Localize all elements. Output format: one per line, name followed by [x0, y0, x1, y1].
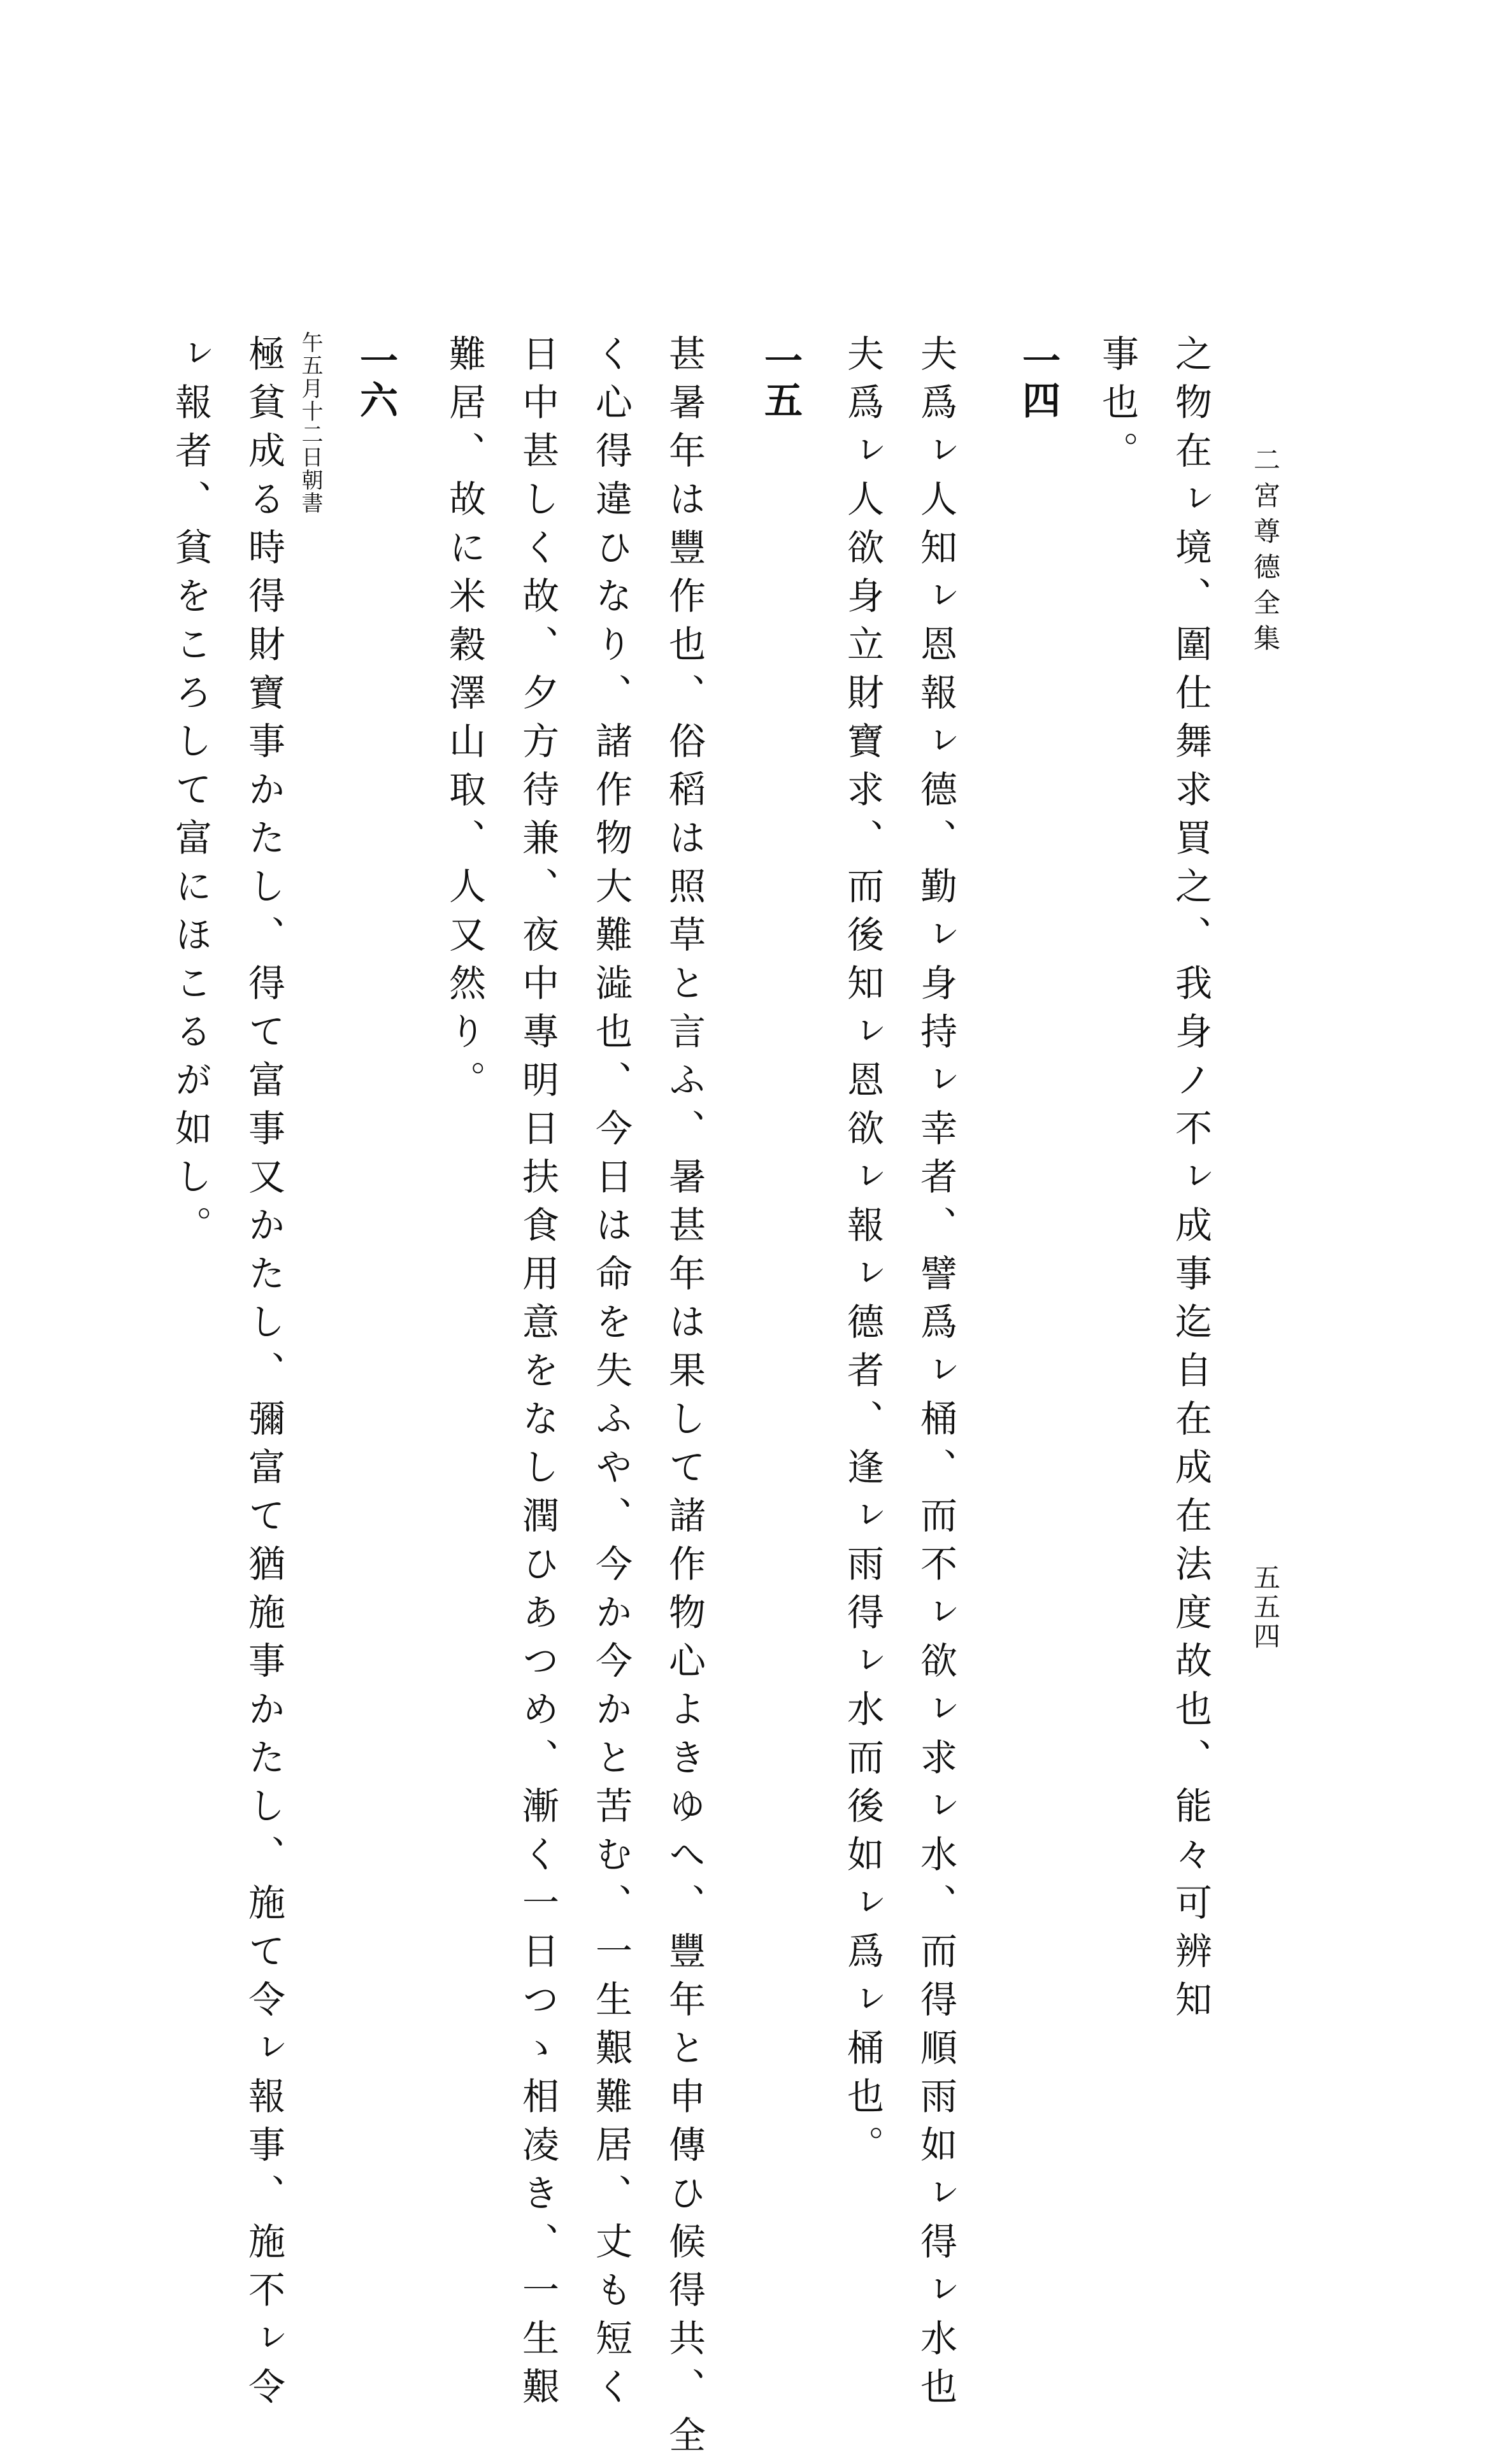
- text-column: 日中甚しく故、夕方待兼、夜中專明日扶食用意をなし潤ひあつめ、漸く一日つゝ相凌き、一生艱: [516, 334, 559, 2416]
- text-column: 甚暑年は豐作也、俗稻は照草と言ふ、暑甚年は果して諸作物心よきゆへ、豐年と申傳ひ候得共、全: [662, 334, 706, 2464]
- text-column: 夫爲ㇾ人知ㇾ恩報ㇾ德、勤ㇾ身持ㇾ幸者、譬爲ㇾ桶、而不ㇾ欲ㇾ求ㇾ水、而得順雨如ㇾ得ㇾ水也: [914, 334, 957, 2416]
- text-column: 之物在ㇾ境、圍仕舞求買之、我身ノ不ㇾ成事迄自在成在法度故也、能々可辨知: [1169, 334, 1212, 2028]
- section-number: 一四: [1016, 341, 1061, 420]
- date-note: 午五月十二日朝書: [297, 331, 323, 515]
- text-column: 夫爲ㇾ人欲身立財寶求、而後知ㇾ恩欲ㇾ報ㇾ德者、逢ㇾ雨得ㇾ水而後如ㇾ爲ㇾ桶也。: [841, 334, 884, 2174]
- page-number: 五五四: [1250, 1563, 1281, 1651]
- text-column: 事也。: [1096, 334, 1139, 480]
- text-column: 極貧成る時得財寶事かたし、得て富事又かたし、彌富て猶施事かたし、施て令ㇾ報事、施不ㇾ令: [242, 334, 285, 2416]
- text-column: ㇾ報者、貧をころして富にほこるが如し。: [169, 334, 212, 1254]
- running-head: 二宮尊德全集: [1250, 446, 1281, 660]
- text-column: く心得違ひなり、諸作物大難澁也、今日は命を失ふや、今か今かと苦む、一生艱難居、丈も短く: [589, 334, 633, 2416]
- section-number: 一六: [354, 341, 398, 420]
- section-number: 一五: [758, 341, 803, 420]
- text-column: 難居、故に米穀澤山取、人又然り。: [443, 334, 486, 1109]
